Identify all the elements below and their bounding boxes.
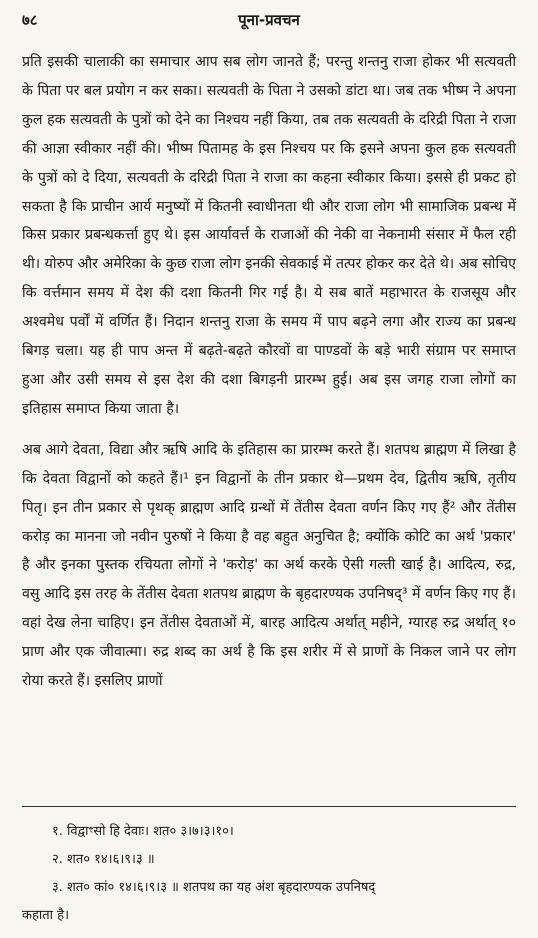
running-title: पूना-प्रवचन bbox=[238, 11, 300, 29]
footnote: २. शत० १४।६।९।३ ॥ bbox=[52, 852, 155, 867]
body-text bbox=[22, 48, 516, 696]
footnote: ३. शत० कां० १४।६।९।३ ॥ शतपथ का यह अंश बृहदारण्यक उपनिषद् bbox=[52, 880, 376, 895]
footnote: १. विद्वाꣳसो हि देवाः। शत० ३।७।३।१०। bbox=[52, 824, 234, 839]
footnote-continuation: कहाता है। bbox=[22, 908, 69, 923]
paragraph: प्रति इसकी चालाकी का समाचार आप सब लोग जानते हैं; परन्तु शन्तनु राजा होकर भी सत्यवती के पिता पर बल प्रयोग न कर सका। सत्यवती के पिता ने उसको डांटा था। जब तक भीष्म ने अपना कुल हक सत्यवती के पुत्रों को देने का निश्चय नहीं किया, तब तक सत्यवती के दरिद्री पिता ने राजा की आज्ञा स्वीकार नहीं की। भीष्म पितामह के इस निश्चय पर कि इसने अपना कुल हक सत्यवती के पुत्रों को दे दिया, सत्यवती के दरिद्री पिता ने राजा का कहना स्वीकार किया। इससे ही प्रकट हो सकता है कि प्राचीन आर्य मनुष्यों में कितनी स्वाधीनता थी और राजा लोग भी सामाजिक प्रबन्ध में किस प्रकार प्रबन्धकर्त्ता हुए थे। इस आर्यावर्त्त के राजाओं की नेकी वा नेकनामी संसार में फैल रही थी। योरुप और अमेरिका के कुछ राजा लोग इनकी सेवकाई में तत्पर होकर कर देते थे। अब सोचिए कि वर्त्तमान समय में देश की दशा कितनी गिर गई है। ये सब बातें महाभारत के राजसूय और अश्वमेध पर्वों में वर्णित हैं। निदान शन्तनु राजा के समय में पाप बढ़ने लगा और राज्य का प्रबन्ध बिगड़ चला। यह ही पाप अन्त में बढ़ते-बढ़ते कौरवों वा पाण्डवों के बड़े भारी संग्राम पर समाप्त हुआ और उसी समय से इस देश की दशा बिगड़नी प्रारम्भ हुई। अब इस जगह राजा लोगों का इतिहास समाप्त किया जाता है। bbox=[22, 54, 516, 417]
page-number: ७८ bbox=[22, 11, 38, 29]
paragraph: अब आगे देवता, विद्या और ऋषि आदि के इतिहास का प्रारम्भ करते हैं। शतपथ ब्राह्मण में लिखा है कि देवता विद्वानों को कहते हैं।¹ इन विद्वानों के तीन प्रकार थे—प्रथम देव, द्वितीय ऋषि, तृतीय पितृ। इन तीन प्रकार से पृथक् ब्राह्मण आदि ग्रन्थों में तेंतीस देवता वर्णन किए गए हैं² और तेंतीस करोड़ का मानना जो नवीन पुरुषों ने किया है वह बहुत अनुचित है; क्योंकि कोटि का अर्थ 'प्रकार' है और इनका पुस्तक रचियता लोगों ने 'करोड़' का अर्थ करके ऐसी गल्ती खाई है। आदित्य, रुद्र, वसु आदि इस तरह के तेंतीस देवता शतपथ ब्राह्मण के बृहदारण्यक उपनिषद्³ में वर्णन किए गए हैं। वहां देख लेना चाहिए। इन तेंतीस देवताओं में, बारह आदित्य अर्थात् महीने, ग्यारह रुद्र अर्थात् १० प्राण और एक जीवात्मा। रुद्र शब्द का अर्थ है कि इस शरीर में से प्राणों के निकल जाने पर लोग रोया करते हैं। इसलिए प्राणों bbox=[22, 441, 516, 690]
footnote-divider bbox=[22, 806, 516, 807]
footnotes bbox=[22, 818, 516, 930]
